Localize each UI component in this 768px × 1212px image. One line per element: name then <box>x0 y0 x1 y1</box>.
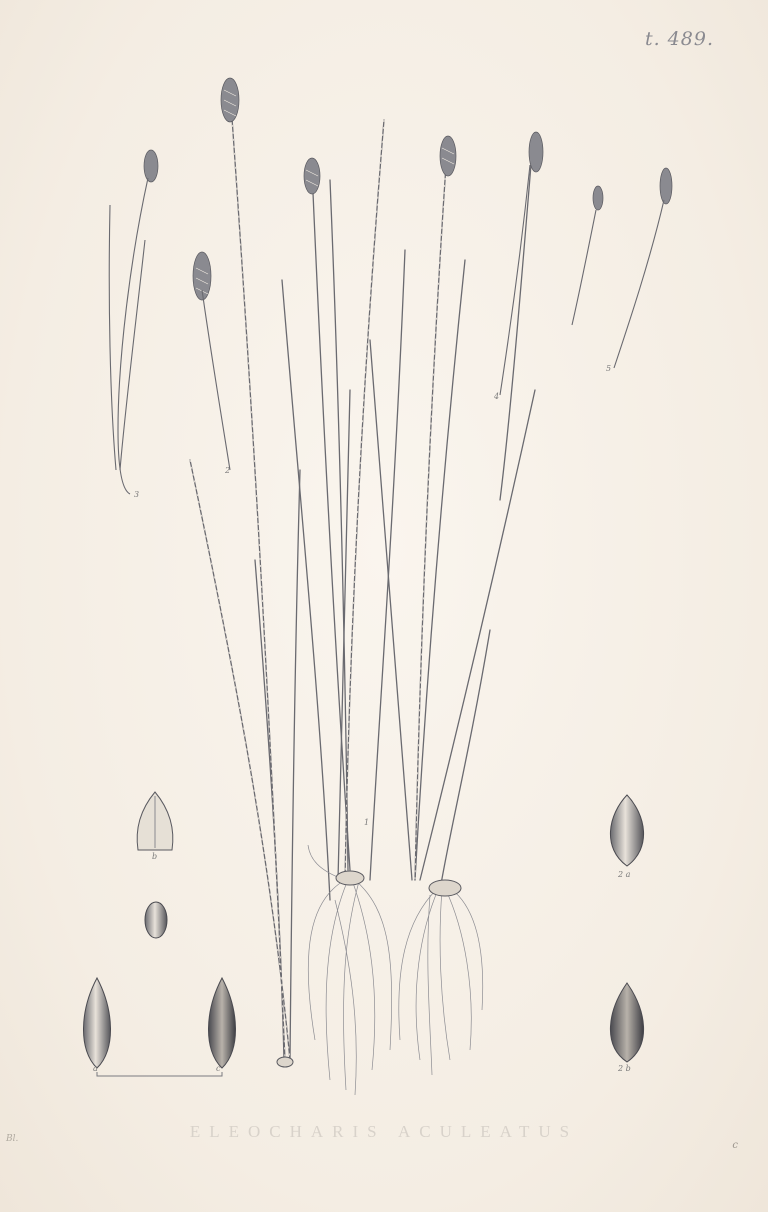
figure-label: 5 <box>606 364 612 373</box>
figure-label: 4 <box>494 392 500 401</box>
spikelets <box>144 78 672 300</box>
figure-label: b <box>152 852 158 861</box>
figure-label: 2 b <box>618 1064 631 1073</box>
figure-label: a <box>93 1064 98 1073</box>
figure-label: 2 <box>225 466 231 475</box>
figure-label: 2 a <box>618 870 631 879</box>
figure-label: 1 <box>364 818 370 827</box>
corner-mark-left: Bl. <box>6 1134 19 1144</box>
nuts-ab <box>83 978 235 1076</box>
figure-label: c <box>216 1064 221 1073</box>
nuts-2 <box>610 795 643 1062</box>
figure-label: 3 <box>134 490 140 499</box>
corner-mark-right: c <box>732 1140 738 1151</box>
plate-title: ELEOCHARIS ACULEATUS <box>189 1122 579 1141</box>
scale-detail <box>137 792 173 850</box>
detached-culms <box>109 165 664 494</box>
plate-number: t. 489. <box>644 28 714 50</box>
small-nut <box>145 902 167 938</box>
